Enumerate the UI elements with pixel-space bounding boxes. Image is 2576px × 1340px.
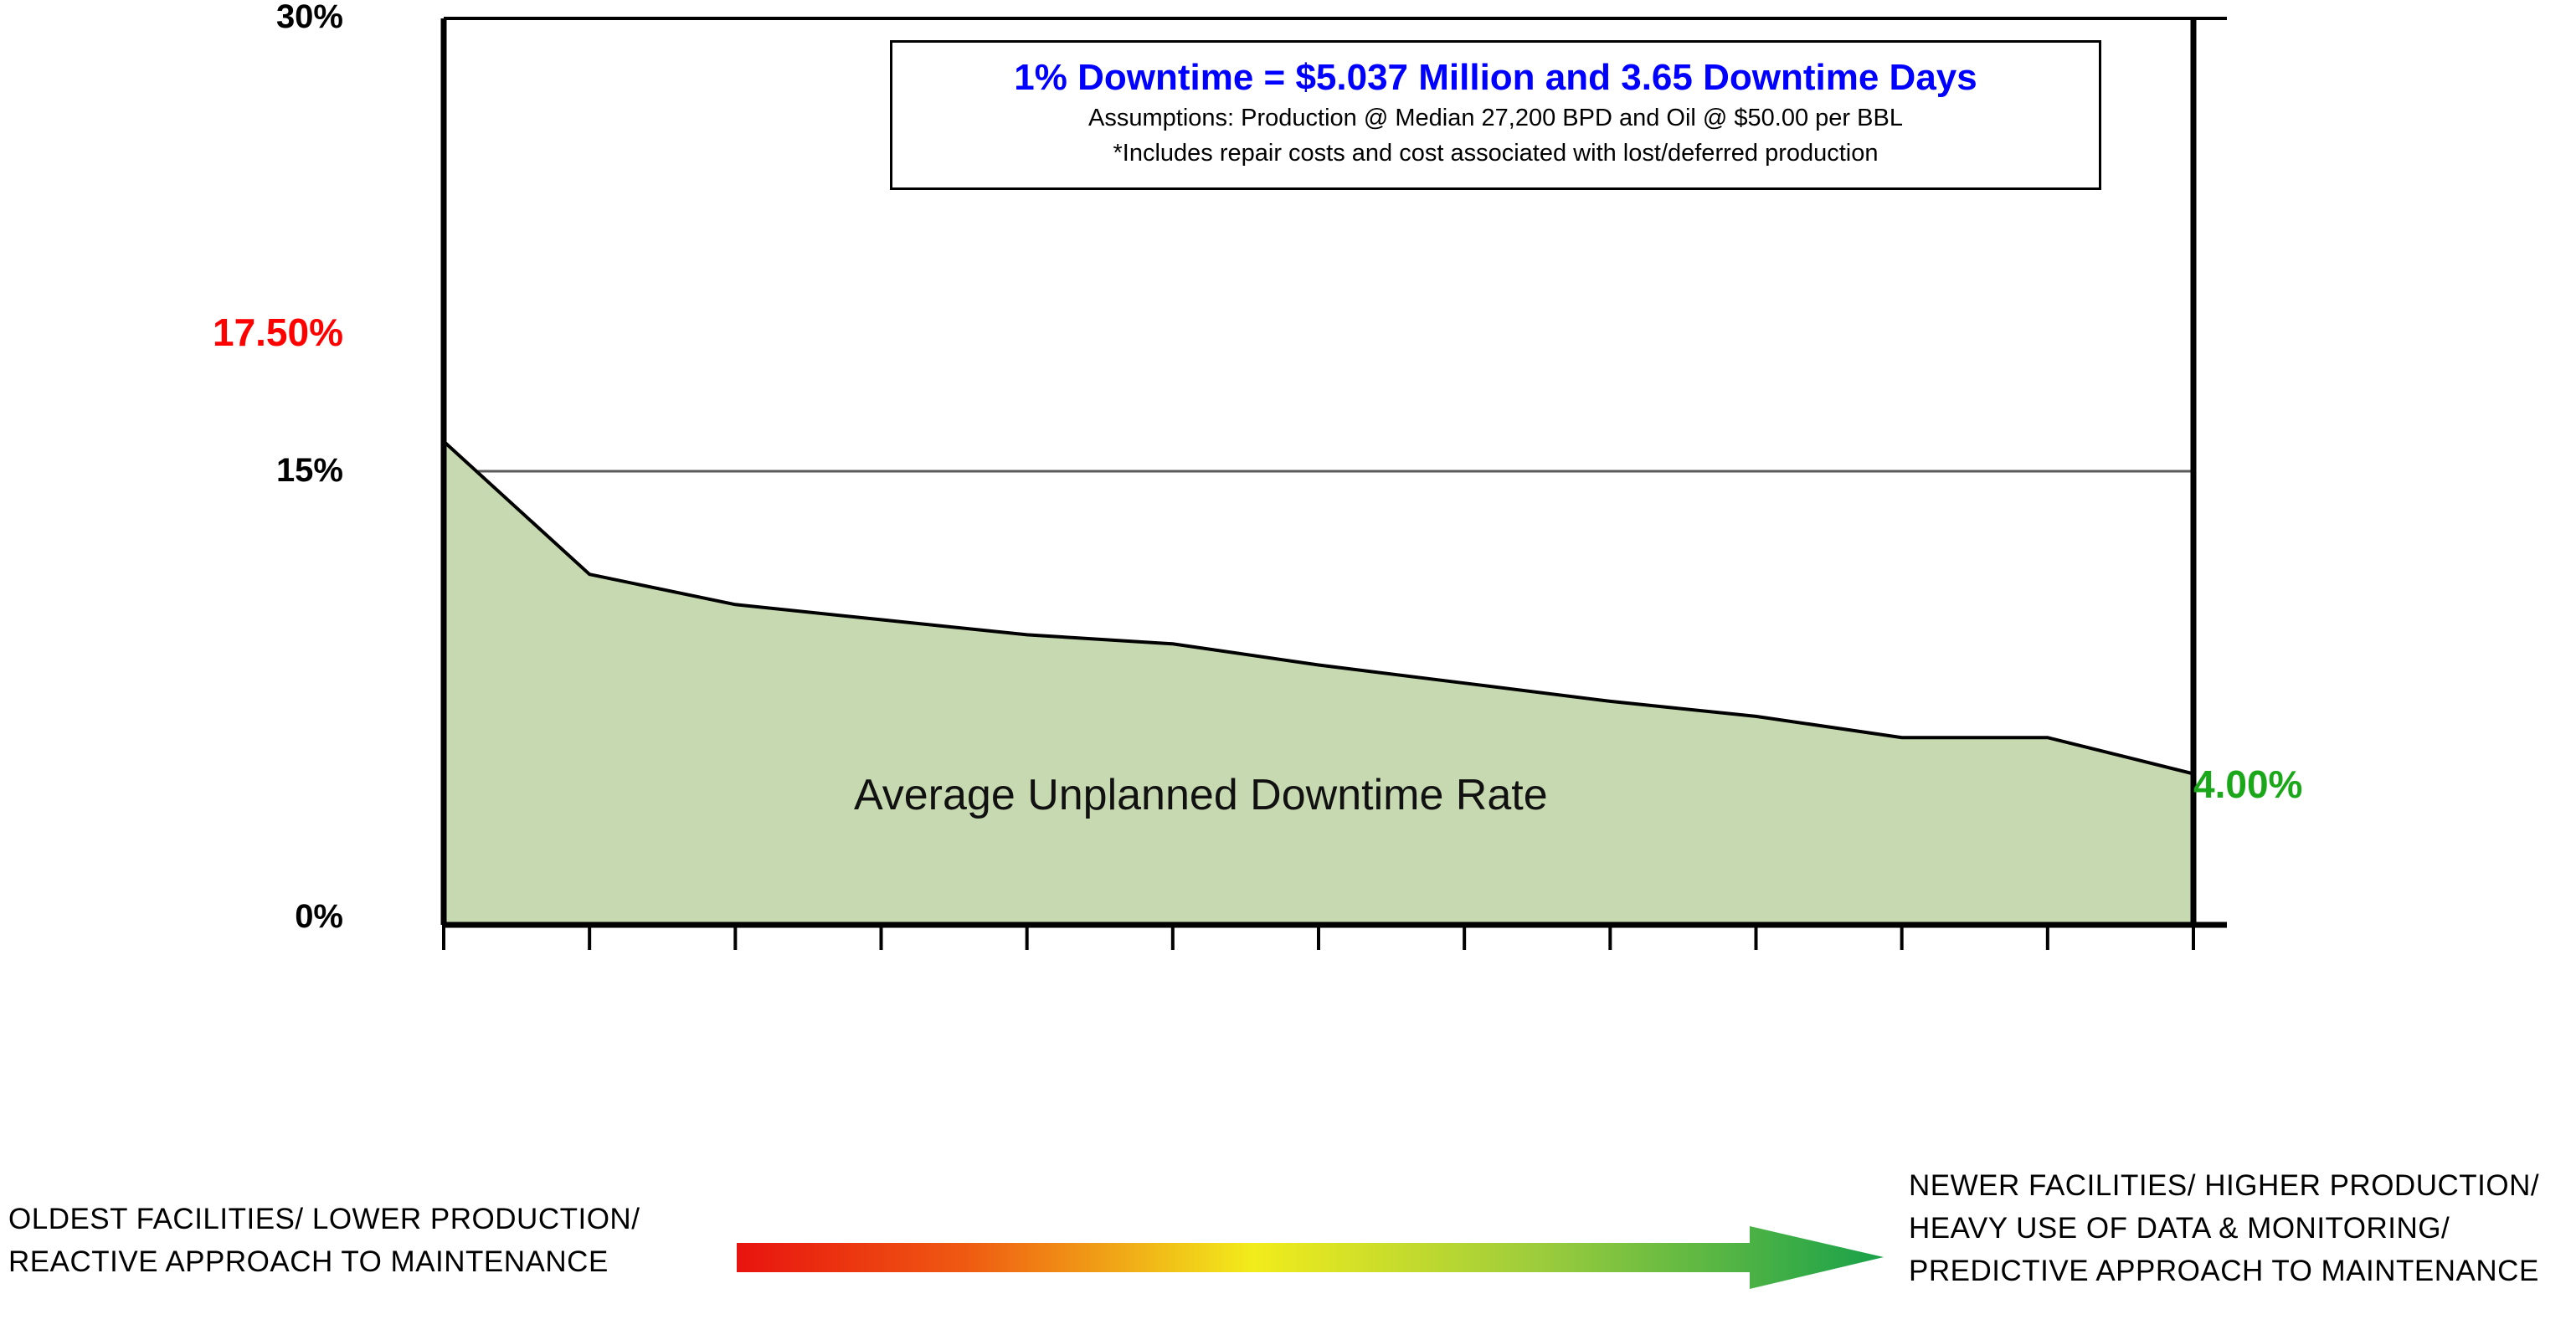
caption-right-line3: PREDICTIVE APPROACH TO MAINTENANCE <box>1909 1254 2539 1287</box>
callout-title: 1% Downtime = $5.037 Million and 3.65 Downtime Days <box>1014 57 1977 98</box>
end-value-annotation: 4.00% <box>2193 762 2303 806</box>
series-label: Average Unplanned Downtime Rate <box>854 771 1548 819</box>
gradient-arrow-icon <box>737 1226 1884 1289</box>
bottom-caption-row <box>0 1147 2576 1339</box>
y-tick-label-0: 0% <box>295 898 343 935</box>
y-tick-label-30: 30% <box>275 0 343 35</box>
y-tick-label-15: 15% <box>275 452 343 489</box>
caption-right-line2: HEAVY USE OF DATA & MONITORING/ <box>1909 1211 2450 1245</box>
callout-footnote-line: *Includes repair costs and cost associated with lost/deferred production <box>1113 140 1879 167</box>
caption-right <box>1909 1165 2576 1292</box>
callout-box <box>890 40 2101 190</box>
caption-left-line2: REACTIVE APPROACH TO MAINTENANCE <box>8 1245 609 1278</box>
area-series-fill <box>444 441 2193 925</box>
callout-assumptions-line: Assumptions: Production @ Median 27,200 BPD and Oil @ $50.00 per BBL <box>1088 105 1903 131</box>
x-axis-ticks <box>444 925 2193 950</box>
caption-left-line1: OLDEST FACILITIES/ LOWER PRODUCTION/ <box>8 1203 640 1235</box>
caption-left <box>8 1199 762 1284</box>
caption-right-line1: NEWER FACILITIES/ HIGHER PRODUCTION/ <box>1909 1169 2540 1202</box>
start-value-annotation: 17.50% <box>212 311 343 354</box>
